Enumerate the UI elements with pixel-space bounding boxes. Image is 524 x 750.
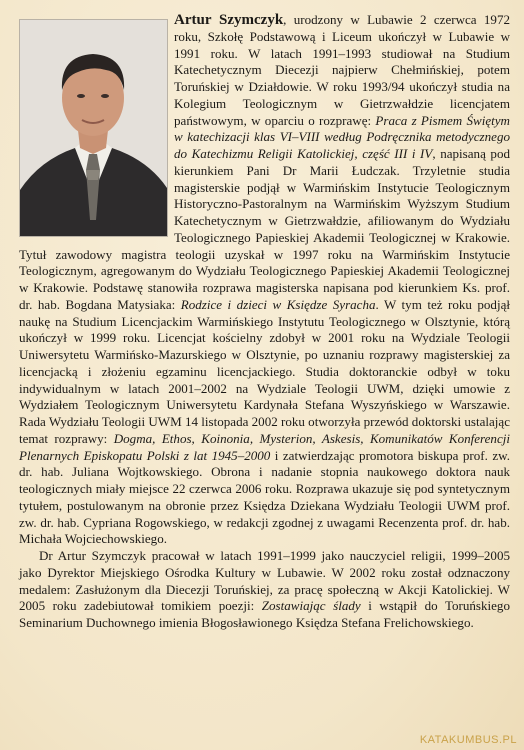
bio-paragraph-2: [19, 548, 510, 632]
p1-segment: . W tym też roku podjął naukę na Studium Licencjackim Warmińskiego Instytutu Teologicznego w Olsztynie, którą ukończył w 1999 roku. Licencjat kościelny zdobył w 2001 roku na Wydziale Teologii Uniwersytetu Warmińsko-Mazurskiego w Olsztynie, po uznaniu rozprawy magisterskiej za licencjacką i złożeniu egzaminu licencjackiego. Studia doktoranckie odbył w toku indywidualnym w latach 2001–2002 na Wydziale Teologii UWM, dzięki umowie z Wydziałem Teologicznym Uniwersytetu Kardynała Stefana Wyszyńskiego w Warszawie. Rada Wydziału Teologii UWM 14 listopada 2002 roku otworzyła przewód doktorski ustalając temat rozprawy:: [19, 296, 511, 446]
p2-segment: i wstąpił do Toruńskiego Seminarium Duchownego imienia Błogosławionego Księdza Stefana Frelichowskiego.: [19, 598, 510, 630]
p1-segment: , napisaną pod kierunkiem Pani Dr Marii Łudczak. Trzyletnie studia magisterskie podjął w Warmińskim Instytucie Teologicznym Historyczno-Pastoralnym na Warmińskim Wyższym Studium Katechetycznym w Gietrzwałdzie, afiliowanym do Wydziału Teologicznego Papieskiej Akademii Teologicznej w Krakowie. Tytuł zawodowy magistra teologii uzyskał w 1997 roku na Warmińskim Instytucie Teologicznym, agregowanym do Wydziału Teologicznego Papieskiej Akademii Teologicznej w Krakowie. Podstawę stanowiła rozprawa magisterska napisana pod kierunkiem Ks. prof. dr. hab. Bogdana Matysiaka:: [19, 146, 510, 312]
p2-segment: Zostawiając ślady: [261, 598, 361, 614]
site-watermark: KATAKUMBUS.PL: [419, 734, 517, 746]
p1-segment: Praca z Pismem Świętym w katechizacji klas VI–VIII według Podręcznika metodycznego do Katechizmu Religii Katolickiej, część III i IV: [174, 112, 510, 161]
author-name: Artur Szymczyk: [174, 12, 284, 28]
p1-segment: , urodzony w Lubawie 2 czerwca 1972 roku, Szkołę Podstawową i Liceum ukończył w Lubawie w 1991 roku. W latach 1991–1993 studiował na Studium Katechetycznym Diecezji najpierw Chełmińskiej, potem Toruńskiej w Działdowie. W roku 1993/94 ukończył studia na Kolegium Teologicznym w Gietrzwałdzie licencjatem państwowym, w oparciu o rozprawę:: [174, 12, 510, 128]
p1-segment: Rodzice i dzieci w Księdze Syracha: [180, 296, 376, 312]
p2-segment: Dr Artur Szymczyk pracował w latach 1991–1999 jako nauczyciel religii, 1999–2005 jako Dyrektor Miejskiego Ośrodka Kultury w Lubawie. W 2002 roku został odznaczony medalem: Zasłużonym dla Diecezji Toruńskiej, za pracę społeczną w Akcji Katolickiej. W 2005 roku zadebiutował tomikiem poezji:: [19, 548, 510, 614]
p1-segment: i zatwierdzając promotora biskupa prof. zw. dr. hab. Juliana Wojtkowskiego. Obrona i nadanie stopnia naukowego doktora nauk teologicznych miały miejsce 22 czerwca 2006 roku. Rozprawa ukazuje się pod syntetycznym tytułem, postulowanym na obronie przez Księdza Dziekana Wydziału Teologii UWM prof. zw. dr. hab. Cypriana Rogowskiego, w redakcji zgodnej z uwagami Recenzenta prof. dr. hab. Michała Wojciechowskiego.: [19, 447, 510, 547]
biography-text: [19, 12, 510, 632]
p1-segment: Dogma, Ethos, Koinonia, Mysterion, Askesis, Komunikatów Konferencji Plenarnych Episkopatu Polski z lat 1945–2000: [19, 430, 510, 463]
photo-wrap-spacer: [19, 12, 174, 234]
bio-paragraph-2-body: [19, 548, 510, 630]
